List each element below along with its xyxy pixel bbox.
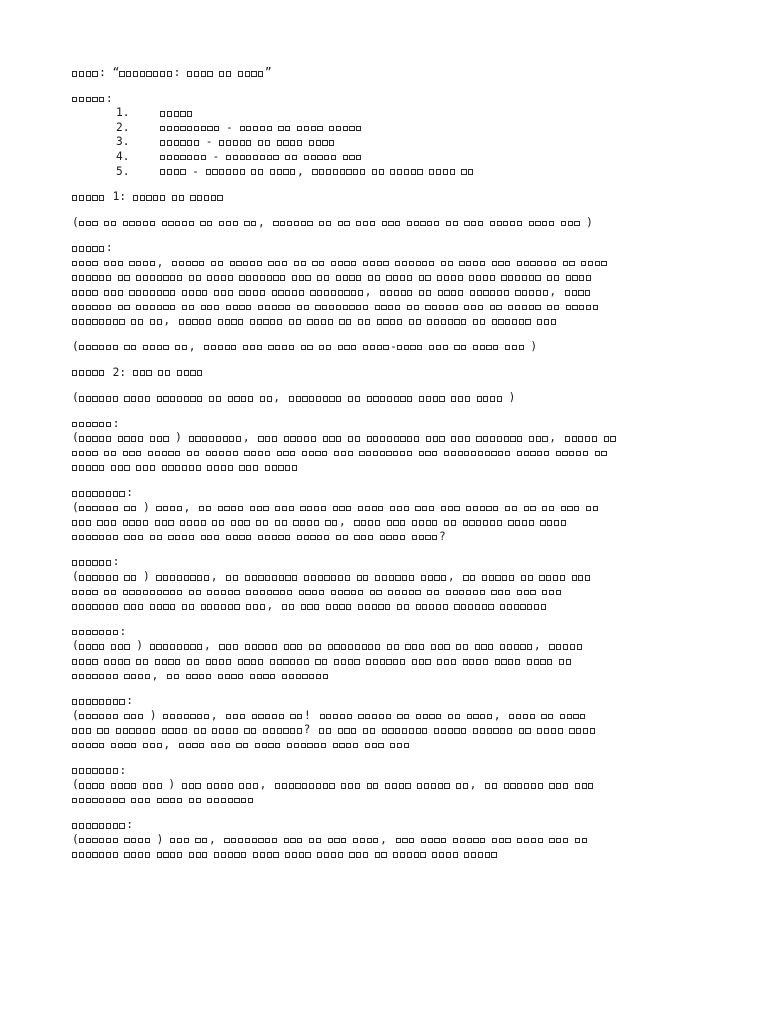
outline-item-text (160, 106, 199, 121)
text-line: ( , ) (72, 391, 523, 405)
outline-heading: : (72, 92, 702, 107)
dialogue-line: ( ) , (72, 501, 702, 516)
dialogue-section (72, 417, 702, 862)
text-line: , , (72, 285, 702, 300)
outline-item-number: 4. (116, 149, 130, 163)
speaker-name: : (72, 764, 702, 779)
outline-item-text: - (160, 150, 368, 165)
dialogue-line: ( ) , , (72, 570, 702, 585)
speaker-name: : (72, 417, 702, 432)
dialogue-line: ( ) , , (72, 778, 702, 793)
outline-item-text: - , (160, 165, 480, 180)
outline-item (72, 165, 702, 180)
scene-2-stage-direction (72, 391, 702, 406)
dialogue-block (72, 818, 702, 862)
text-line: ( , ) (72, 215, 600, 229)
script-title: : “ : ” (72, 66, 702, 81)
dialogue-line: , (72, 515, 702, 530)
dialogue-block (72, 555, 702, 613)
narrator-label: : (72, 241, 702, 256)
outline-item-number: 5. (116, 164, 130, 178)
narration-text (72, 256, 702, 329)
dialogue-line: , (72, 669, 702, 684)
dialogue-block (72, 625, 702, 683)
dialogue-block (72, 764, 702, 808)
text-line (72, 300, 702, 315)
scene-1-stage-direction-2 (72, 340, 702, 355)
script-document (72, 66, 702, 862)
outline-item-number: 2. (116, 120, 130, 134)
outline-item-text: - (160, 121, 368, 136)
outline-item (72, 135, 702, 150)
dialogue-line (72, 585, 702, 600)
dialogue-line: ( ) , , (72, 833, 702, 848)
text-line: , (72, 314, 702, 329)
outline-item-number: 3. (116, 135, 130, 149)
outline-item (72, 121, 702, 136)
outline-item (72, 150, 702, 165)
dialogue-line (72, 654, 702, 669)
speaker-name: : (72, 625, 702, 640)
speaker-name: : (72, 555, 702, 570)
scene-outline (72, 106, 702, 179)
text-line (72, 271, 702, 286)
dialogue-line (72, 848, 702, 863)
text-line: ( , - ) (72, 339, 544, 353)
dialogue-line: ? (72, 530, 702, 545)
dialogue-block (72, 694, 702, 752)
dialogue-block (72, 417, 702, 475)
dialogue-line (72, 460, 702, 475)
scene-2-heading: 2: (72, 366, 702, 381)
speaker-name: : (72, 694, 702, 709)
dialogue-block (72, 486, 702, 544)
outline-item-text: - (160, 135, 341, 150)
outline-item (72, 106, 702, 121)
outline-item-number: 1. (116, 106, 130, 120)
dialogue-line: , (72, 738, 702, 753)
speaker-name: : (72, 818, 702, 833)
dialogue-line: , (72, 599, 702, 614)
dialogue-line (72, 446, 702, 461)
dialogue-line: ( ) , , (72, 639, 702, 654)
dialogue-line (72, 793, 702, 808)
text-line: , (72, 256, 702, 271)
dialogue-line: ? (72, 723, 702, 738)
scene-1-stage-direction (72, 216, 702, 231)
dialogue-line: ( ) , ! , (72, 709, 702, 724)
scene-1-heading: 1: (72, 190, 702, 205)
speaker-name: : (72, 486, 702, 501)
dialogue-line: ( ) , , (72, 431, 702, 446)
